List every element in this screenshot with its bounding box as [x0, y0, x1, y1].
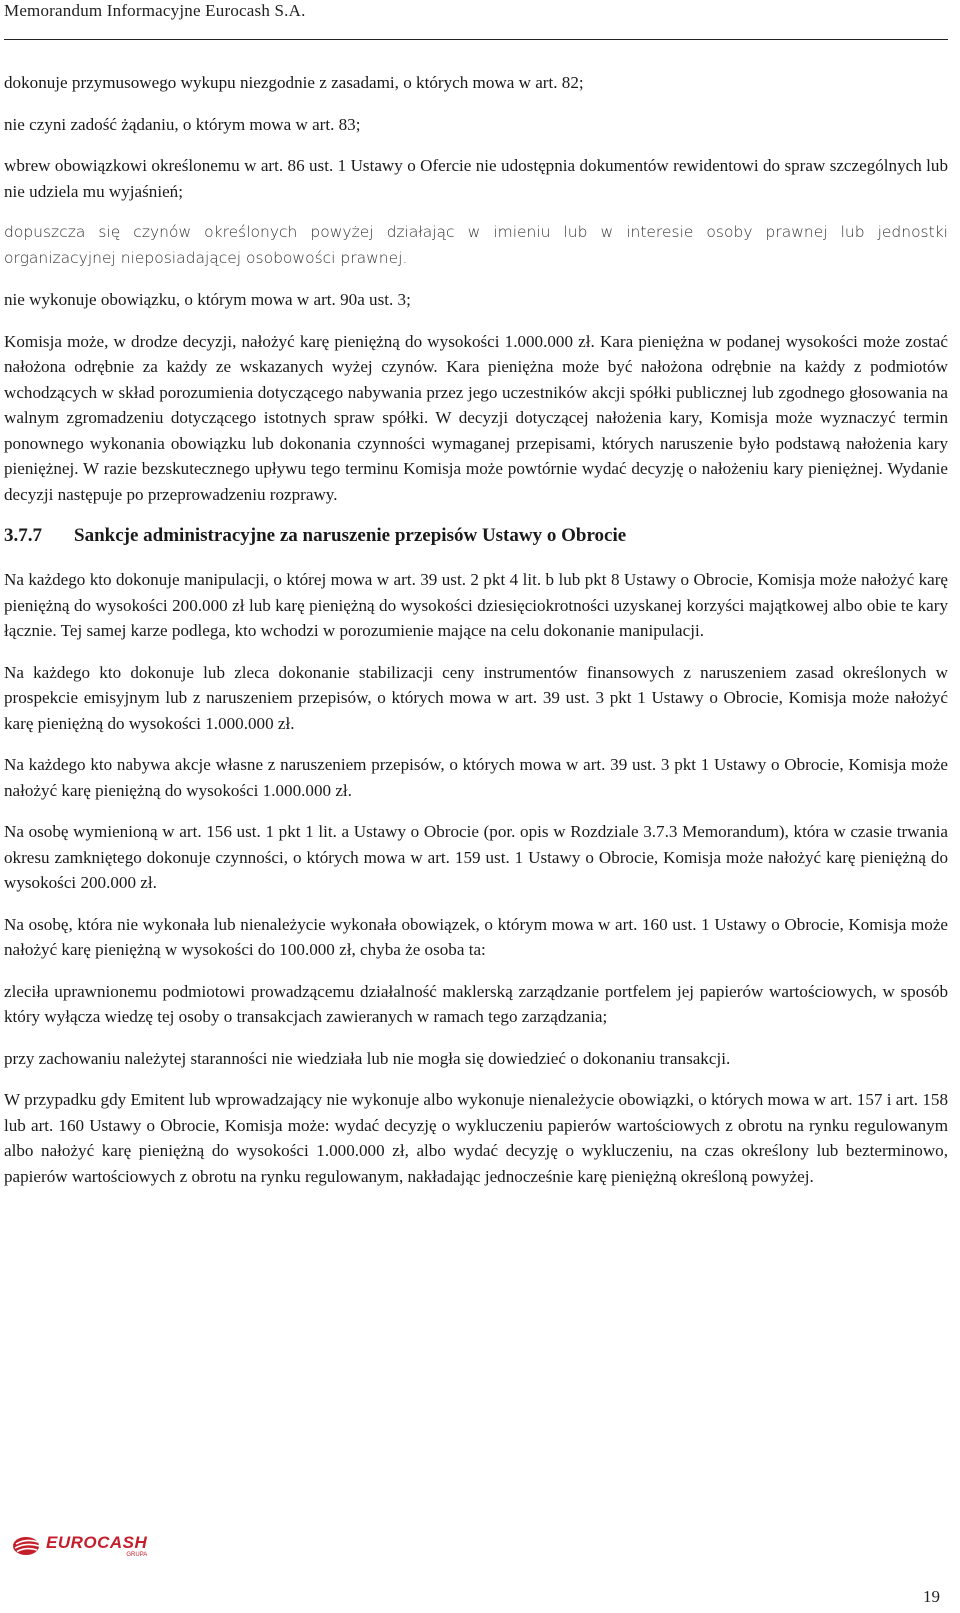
section-title: Sankcje administracyjne za naruszenie przepisów Ustawy o Obrocie: [74, 525, 627, 546]
paragraph-bottom-7: W przypadku gdy Emitent lub wprowadzający nie wykonuje albo wykonuje nienależycie obowiązki, o których mowa w art. 157 i art. 158 lub art. 160 Ustawy o Obrocie, Komisja może: wydać decyzję o wykluczeniu papierów wartościowych z obrotu na rynku regulowanym albo nałożyć karę pieniężną do wysokości 1.000.000 zł, albo wydać decyzję o wykluczeniu, na czas określony lub bezterminowo, papierów wartościowych z obrotu na rynku regulowanym, nakładając jednocześnie karę pieniężną określoną powyżej.: [4, 1090, 948, 1186]
paragraph-bottom-1: Na każdego kto dokonuje lub zleca dokonanie stabilizacji ceny instrumentów finansowych z naruszeniem zasad określonych w prospekcie emisyjnym lub z naruszeniem przepisów, o których mowa w art. 39 ust. 3 pkt 1 Ustawy o Obrocie, Komisja może nałożyć karę pieniężną do wysokości 1.000.000 zł.: [4, 662, 948, 733]
header-divider: [4, 39, 948, 40]
paragraph-bottom-4: Na osobę, która nie wykonała lub nienależycie wykonała obowiązek, o którym mowa w art. 160 ust. 1 Ustawy o Obrocie, Komisja może nałożyć karę pieniężną w wysokości do 100.000 zł, chyba że osoba ta:: [4, 914, 948, 959]
eurocash-logo: [12, 1534, 147, 1558]
document-body: [4, 70, 948, 1205]
paragraph-top-1: nie czyni zadość żądaniu, o którym mowa w art. 83;: [4, 114, 361, 134]
paragraph-top-2: wbrew obowiązkowi określonemu w art. 86 ust. 1 Ustawy o Ofercie nie udostępnia dokumentów rewidentowi do spraw szczególnych lub nie udziela mu wyjaśnień;: [4, 156, 948, 201]
eurocash-logo-icon: [12, 1536, 42, 1556]
paragraph-bottom-5: zleciła uprawnionemu podmiotowi prowadzącemu działalność maklerską zarządzanie portfelem jej papierów wartościowych, w sposób który wyłącza wiedzę tej osoby o transakcjach zawieranych w ramach tego zarządzania;: [4, 981, 948, 1026]
paragraph-bottom-6: przy zachowaniu należytej staranności nie wiedziała lub nie mogła się dowiedzieć o dokonaniu transakcji.: [4, 1048, 731, 1068]
running-header: Memorandum Informacyjne Eurocash S.A.: [4, 1, 306, 20]
paragraph-top-3: dopuszcza się czynów określonych powyżej działając w imieniu lub w interesie osoby prawnej lub jednostki organizacyjnej nieposiadającej osobowości prawnej.: [4, 223, 948, 267]
logo-brand: EUROCASH: [46, 1533, 148, 1552]
paragraph-bottom-3: Na osobę wymienioną w art. 156 ust. 1 pkt 1 lit. a Ustawy o Obrocie (por. opis w Rozdziale 3.7.3 Memorandum), która w czasie trwania okresu zamkniętego dokonuje czynności, o których mowa w art. 159 ust. 1 Ustawy o Obrocie, Komisja może nałożyć karę pieniężną do wysokości 200.000 zł.: [4, 822, 948, 892]
logo-text: [46, 1534, 147, 1558]
section-heading: [4, 523, 948, 549]
paragraph-top-0: dokonuje przymusowego wykupu niezgodnie z zasadami, o których mowa w art. 82;: [4, 73, 584, 92]
logo-sub: GRUPA: [126, 1552, 148, 1558]
page-number: 19: [923, 1587, 940, 1606]
paragraph-top-4: nie wykonuje obowiązku, o którym mowa w art. 90a ust. 3;: [4, 290, 411, 309]
paragraph-top-5: Komisja może, w drodze decyzji, nałożyć karę pieniężną do wysokości 1.000.000 zł. Kara pieniężna w podanej wysokości może zostać nałożona odrębnie za każdy ze wskazanych wyżej czynów. Kara pieniężna może być nałożona odrębnie na każdy z podmiotów wchodzących w skład porozumienia dotyczącego nabywania przez jego uczestników akcji spółki publicznej lub zgodnego głosowania na walnym zgromadzeniu dotyczącego istotnych spraw spółki. W decyzji dotyczącej nałożenia kary, Komisja może wyznaczyć termin ponownego wykonania obowiązku lub dokonania czynności wymaganej przepisami, których naruszenie było podstawą nałożenia kary pieniężnej. W razie bezskutecznego upływu tego terminu Komisja może powtórnie wydać decyzję o nałożeniu kary pieniężnej. Wydanie decyzji następuje po przeprowadzeniu rozprawy.: [4, 331, 948, 504]
section-number: 3.7.7: [4, 525, 42, 546]
paragraph-bottom-2: Na każdego kto nabywa akcje własne z naruszeniem przepisów, o których mowa w art. 39 ust. 3 pkt 1 Ustawy o Obrocie, Komisja może nałożyć karę pieniężną do wysokości 1.000.000 zł.: [4, 755, 948, 800]
paragraph-bottom-0: Na każdego kto dokonuje manipulacji, o której mowa w art. 39 ust. 2 pkt 4 lit. b lub pkt 8 Ustawy o Obrocie, Komisja może nałożyć karę pieniężną do wysokości 200.000 zł lub karę pieniężną do wysokości dziesięciokrotności uzyskanej korzyści majątkowej albo obie te kary łącznie. Tej samej karze podlega, kto wchodzi w porozumienie mające na celu dokonanie manipulacji.: [4, 570, 948, 640]
